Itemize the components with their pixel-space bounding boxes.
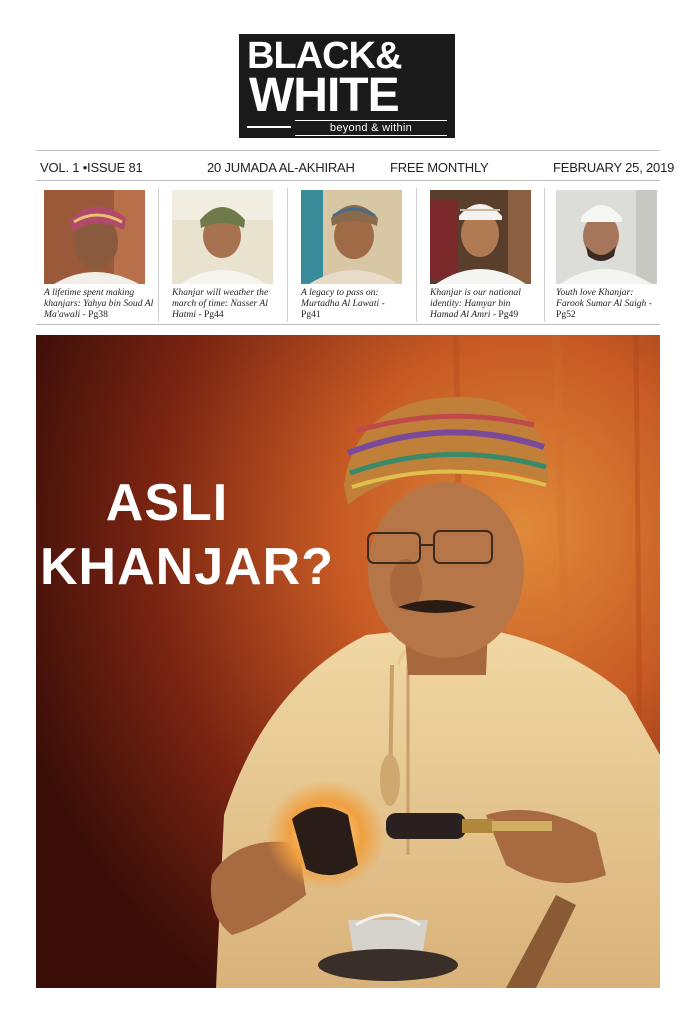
- story-caption-3[interactable]: A legacy to pass on: Murtadha Al Lawati - Pg41: [301, 287, 385, 320]
- thumb-divider-4: [544, 188, 545, 322]
- masthead-logo: [239, 34, 455, 138]
- story-caption-4[interactable]: Khanjar is our national identity: Hamyar bin Hamad Al Amri - Pg49: [430, 287, 521, 320]
- info-bar-rule: [36, 180, 660, 181]
- thumb-bottom-rule: [36, 324, 660, 325]
- story-caption-5[interactable]: Youth love Khanjar: Farook Sumar Al Saigh - Pg52: [556, 287, 652, 320]
- story-thumb-4[interactable]: [430, 190, 531, 284]
- story-thumb-1[interactable]: [44, 190, 145, 284]
- volume-label: VOL. 1: [40, 160, 80, 175]
- story-caption-1[interactable]: A lifetime spent making khanjars: Yahya bin Soud Al Ma'awali - Pg38: [44, 287, 154, 320]
- masthead-black: BLACK: [247, 35, 375, 77]
- masthead-ampersand: &: [374, 35, 402, 77]
- masthead-bar: [247, 126, 291, 128]
- story-caption-2[interactable]: Khanjar will weather the march of time: Nasser Al Hatmi - Pg44: [172, 287, 269, 320]
- cover-photo: [36, 335, 660, 988]
- issue-volume-number: [40, 160, 143, 175]
- thumb-divider-3: [416, 188, 417, 322]
- story-thumb-5[interactable]: [556, 190, 657, 284]
- issue-label: •ISSUE 81: [82, 160, 143, 175]
- frequency-label: FREE MONTHLY: [390, 160, 489, 175]
- issue-date: FEBRUARY 25, 2019: [553, 160, 675, 175]
- masthead-white: WHITE: [249, 69, 399, 122]
- thumb-divider-2: [287, 188, 288, 322]
- story-thumb-3[interactable]: [301, 190, 402, 284]
- cover-headline-line1: ASLI: [105, 474, 229, 532]
- hijri-date: 20 JUMADA AL-AKHIRAH: [207, 160, 355, 175]
- top-rule: [36, 150, 660, 151]
- thumb-divider-1: [158, 188, 159, 322]
- cover-headline-line2: KHANJAR?: [40, 538, 334, 596]
- story-thumb-2[interactable]: [172, 190, 273, 284]
- masthead-tagline-box: [295, 120, 447, 136]
- masthead-tagline: beyond & within: [329, 122, 413, 134]
